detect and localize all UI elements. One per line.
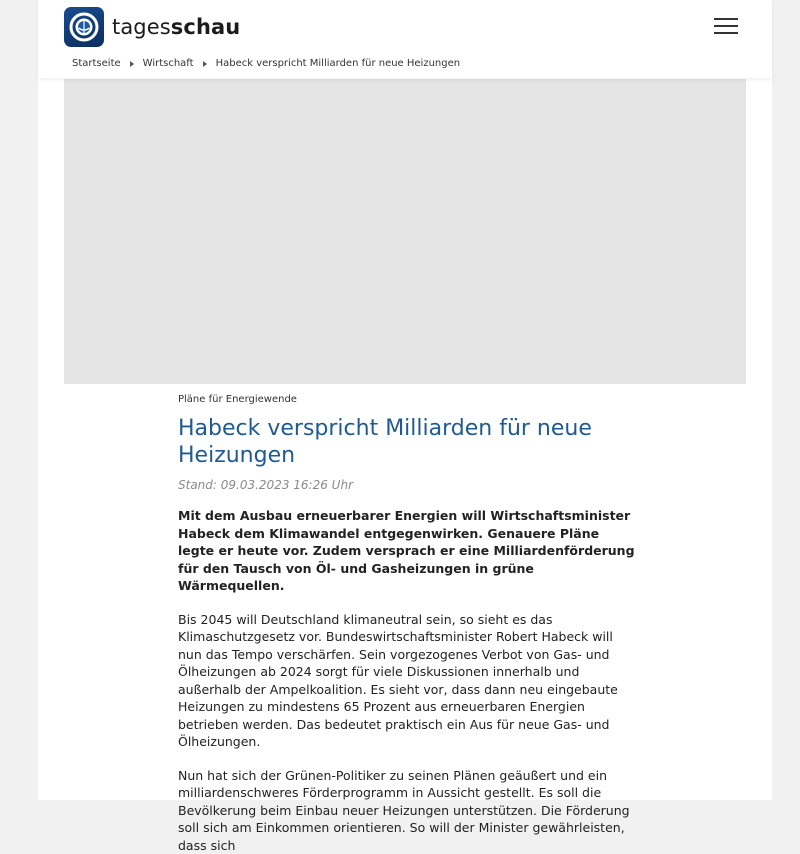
breadcrumb (72, 58, 460, 69)
breadcrumb-item-wirtschaft[interactable]: Wirtschaft (143, 58, 194, 69)
menu-line (714, 25, 738, 27)
tagesschau-logo[interactable] (64, 7, 240, 47)
article-topline: Pläne für Energiewende (178, 394, 638, 405)
article-timestamp: Stand: 09.03.2023 16:26 Uhr (178, 478, 638, 492)
article-paragraph: Nun hat sich der Grünen-Politiker zu seinen Plänen geäußert und ein milliardenschweres Förderprogramm in Aussicht gestellt. Es soll die Bevölkerung beim Einbau neuer Heizungen unterstützen. Die Förderung soll sich am Einkommen orientieren. So will der Minister gewährleisten, dass sich (178, 767, 638, 854)
page (38, 0, 772, 800)
hamburger-menu-icon[interactable] (712, 14, 740, 38)
hero-image-placeholder (64, 79, 746, 384)
triangle-right-icon (130, 61, 134, 67)
site-header (38, 0, 772, 78)
logo-text-light: tages (112, 15, 171, 39)
logo-text-bold: schau (171, 15, 241, 39)
article (178, 394, 638, 854)
triangle-right-icon (203, 61, 207, 67)
article-lead: Mit dem Ausbau erneuerbarer Energien will Wirtschaftsminister Habeck dem Klimawandel entgegenwirken. Genauere Pläne legte er heute vor. Zudem versprach er eine Milliardenförderung für den Tausch von Öl- und Gasheizungen in grüne Wärmequellen. (178, 507, 638, 595)
menu-line (714, 18, 738, 20)
breadcrumb-item-startseite[interactable]: Startseite (72, 58, 121, 69)
article-headline: Habeck verspricht Milliarden für neue Heizungen (178, 415, 638, 469)
breadcrumb-item-current[interactable]: Habeck verspricht Milliarden für neue Heizungen (216, 58, 461, 69)
tagesschau-logo-icon (64, 7, 104, 47)
article-paragraph: Bis 2045 will Deutschland klimaneutral sein, so sieht es das Klimaschutzgesetz vor. Bundeswirtschaftsminister Robert Habeck will nun das Tempo verschärfen. Sein vorgezogenes Verbot von Gas- und Ölheizungen ab 2024 sorgt für viele Diskussionen innerhalb und außerhalb der Ampelkoalition. Es sieht vor, dass dann neu eingebaute Heizungen zu mindestens 65 Prozent aus erneuerbaren Energien betrieben werden. Das bedeutet praktisch ein Aus für neue Gas- und Ölheizungen. (178, 611, 638, 751)
logo-wordmark (112, 15, 240, 39)
menu-line (714, 32, 738, 34)
